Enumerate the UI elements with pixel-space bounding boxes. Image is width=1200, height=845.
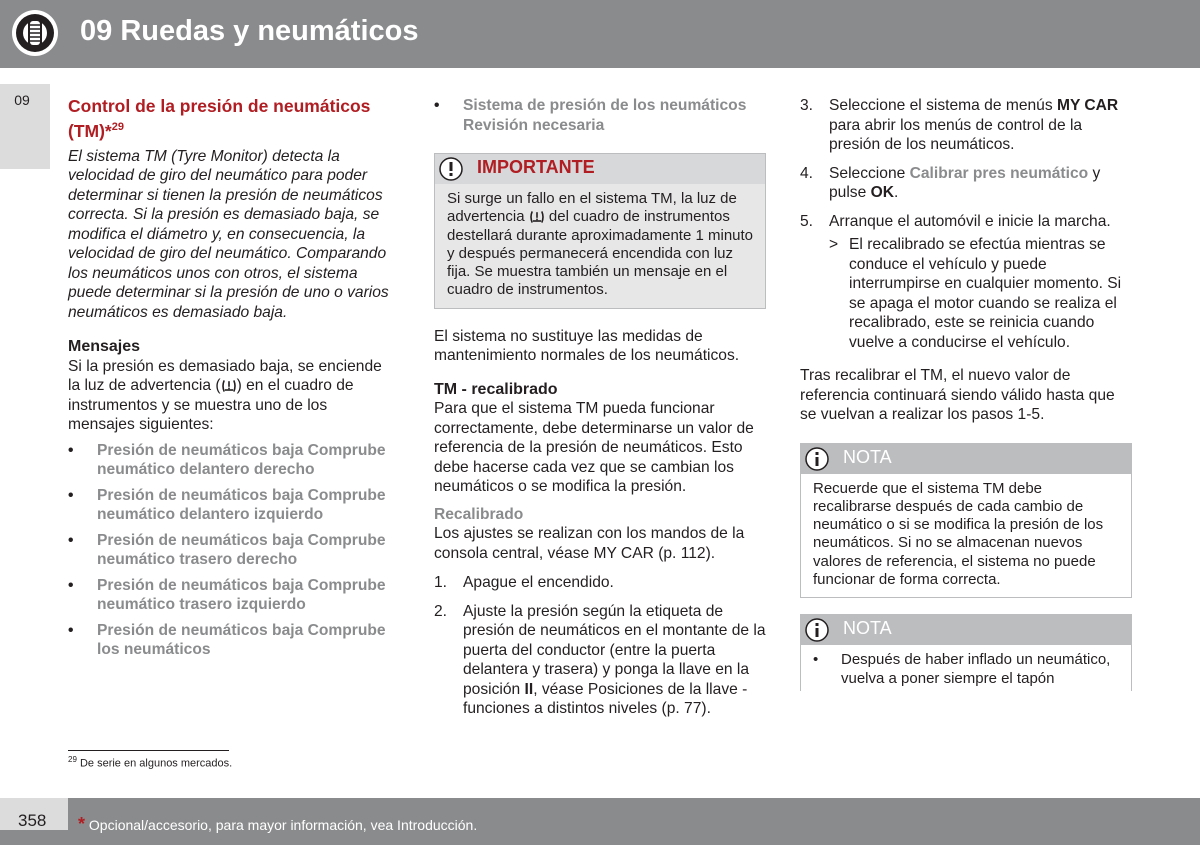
recalibrate-subheading: Recalibrado xyxy=(434,505,524,523)
important-text: Si surge un fallo en el sistema TM, la luz de advertencia del cuadro de instrumentos destellará durante aproximadamente 1 minuto y después permanecerá encendida con luz fija. Se muestra también un mensaje en el cuadro de instrumentos. xyxy=(435,184,765,308)
messages-list xyxy=(68,441,398,660)
steps-list-continued xyxy=(800,96,1132,231)
chapter-tab xyxy=(0,84,50,169)
page-number: 358 xyxy=(18,811,47,830)
list-item: • Presión de neumáticos baja Comprube neumático trasero izquierdo xyxy=(68,576,386,614)
info-icon xyxy=(805,447,829,471)
messages-intro: Si la presión es demasiado baja, se enciende la luz de advertencia ( ) en el cuadro de instrumentos y se muestra uno de los mensajes siguientes: xyxy=(68,357,382,434)
note-text: Recuerde que el sistema TM debe recalibrarse después de cada cambio de neumático o si se modifica la presión de los neumáticos. Si no se almacenan nuevos valores de referencia, el sistema no puede funcionar de forma correcta. xyxy=(813,479,1104,588)
note-box xyxy=(800,614,1132,691)
footer-note: * Opcional/accesorio, para mayor información, vea Introducción. xyxy=(78,814,478,834)
footnote: $^{29}$ De serie en algunos mercados. xyxy=(68,755,233,770)
list-item: • Presión de neumáticos baja Comprube los neumáticos xyxy=(68,621,386,659)
left-column xyxy=(68,96,398,660)
step-item: 2. Ajuste la presión según la etiqueta de presión de neumáticos en el montante de la puerta del conductor (entre la puerta delantera y trasera) y ponga la llave en la posición II, véase Posiciones de la llave - funciones a distintos niveles (p. 77). xyxy=(434,602,766,718)
tire-icon xyxy=(10,8,60,58)
intro-text: El sistema TM (Tyre Monitor) detecta la velocidad de giro del neumático para poder determinar si tienen la presión de neumáticos correcta. Si la presión es demasiado baja, se modifica el diámetro y, en consecuencia, la velocidad de giro del neumático. Comparando los neumáticos unos con otros, el sistema puede determinar si la presión de uno o varios neumáticos es demasiado baja. xyxy=(68,147,389,321)
tire-pressure-warning-icon xyxy=(529,209,545,225)
step-item: 4. Seleccione Calibrar pres neumático y pulse OK. xyxy=(800,164,1101,201)
note-box-header xyxy=(801,444,1131,474)
steps-list xyxy=(434,573,766,719)
warning-icon xyxy=(439,157,463,181)
note-label: NOTA xyxy=(843,446,892,467)
footnote-divider xyxy=(68,750,229,751)
recalibration-validity-text: Tras recalibrar el TM, el nuevo valor de referencia continuará siendo válido hasta que se vuelvan a realizar los pasos 1-5. xyxy=(800,367,1115,423)
footnote-ref: 29 xyxy=(111,121,124,133)
list-item: • Presión de neumáticos baja Comprube neumático trasero derecho xyxy=(68,531,386,569)
important-box-header xyxy=(435,154,765,184)
step-item: 1. Apague el encendido. xyxy=(434,574,614,592)
step-item: 3. Seleccione el sistema de menús MY CAR para abrir los menús de control de la presión de los neumáticos. xyxy=(800,97,1119,153)
step-result: > El recalibrado se efectúa mientras se conduce el vehículo y puede interrumpirse en cualquier momento. Si se apaga el motor cuando se realiza el recalibrado, este se reinicia cuando vuelve a conducirse el vehículo. xyxy=(829,236,1122,351)
recalibration-text: Para que el sistema TM pueda funcionar correctamente, debe determinarse un valor de referencia de la presión de neumáticos. Esto debe hacerse cada vez que se cambian los neumáticos o se modifica la presión. xyxy=(434,400,754,496)
note-box xyxy=(800,443,1132,599)
chapter-tab-label: 09 xyxy=(14,92,30,108)
middle-column xyxy=(434,96,766,719)
important-box xyxy=(434,153,766,309)
important-label: IMPORTANTE xyxy=(477,157,595,177)
note-label: NOTA xyxy=(843,618,892,639)
system-note: El sistema no sustituye las medidas de mantenimiento normales de los neumáticos. xyxy=(434,327,740,365)
tire-pressure-warning-icon xyxy=(221,378,237,394)
note-box-header xyxy=(801,615,1131,645)
list-item: • Presión de neumáticos baja Comprube neumático delantero derecho xyxy=(68,441,386,479)
chapter-title: 09 Ruedas y neumáticos xyxy=(80,15,419,47)
list-item: • Sistema de presión de los neumáticos Revisión necesaria xyxy=(434,97,747,134)
status-message-list xyxy=(434,96,766,135)
recalibrate-text: Los ajustes se realizan con los mandos de la consola central, véase MY CAR (p. 112). xyxy=(434,525,745,562)
page-footer xyxy=(0,798,1200,845)
page-number-box xyxy=(0,798,68,830)
note-text: • Después de haber inflado un neumático, vuelva a poner siempre el tapón xyxy=(813,651,1111,687)
messages-heading: Mensajes xyxy=(68,338,141,356)
step-item: 5. Arranque el automóvil e inicie la marcha. xyxy=(800,212,1111,230)
page-header xyxy=(0,0,1200,68)
section-heading: Control de la presión de neumáticos (TM)*$^{29}$ xyxy=(68,96,371,141)
list-item: • Presión de neumáticos baja Comprube neumático delantero izquierdo xyxy=(68,486,386,524)
info-icon xyxy=(805,618,829,642)
right-column xyxy=(800,96,1132,691)
recalibration-heading: TM - recalibrado xyxy=(434,380,558,398)
